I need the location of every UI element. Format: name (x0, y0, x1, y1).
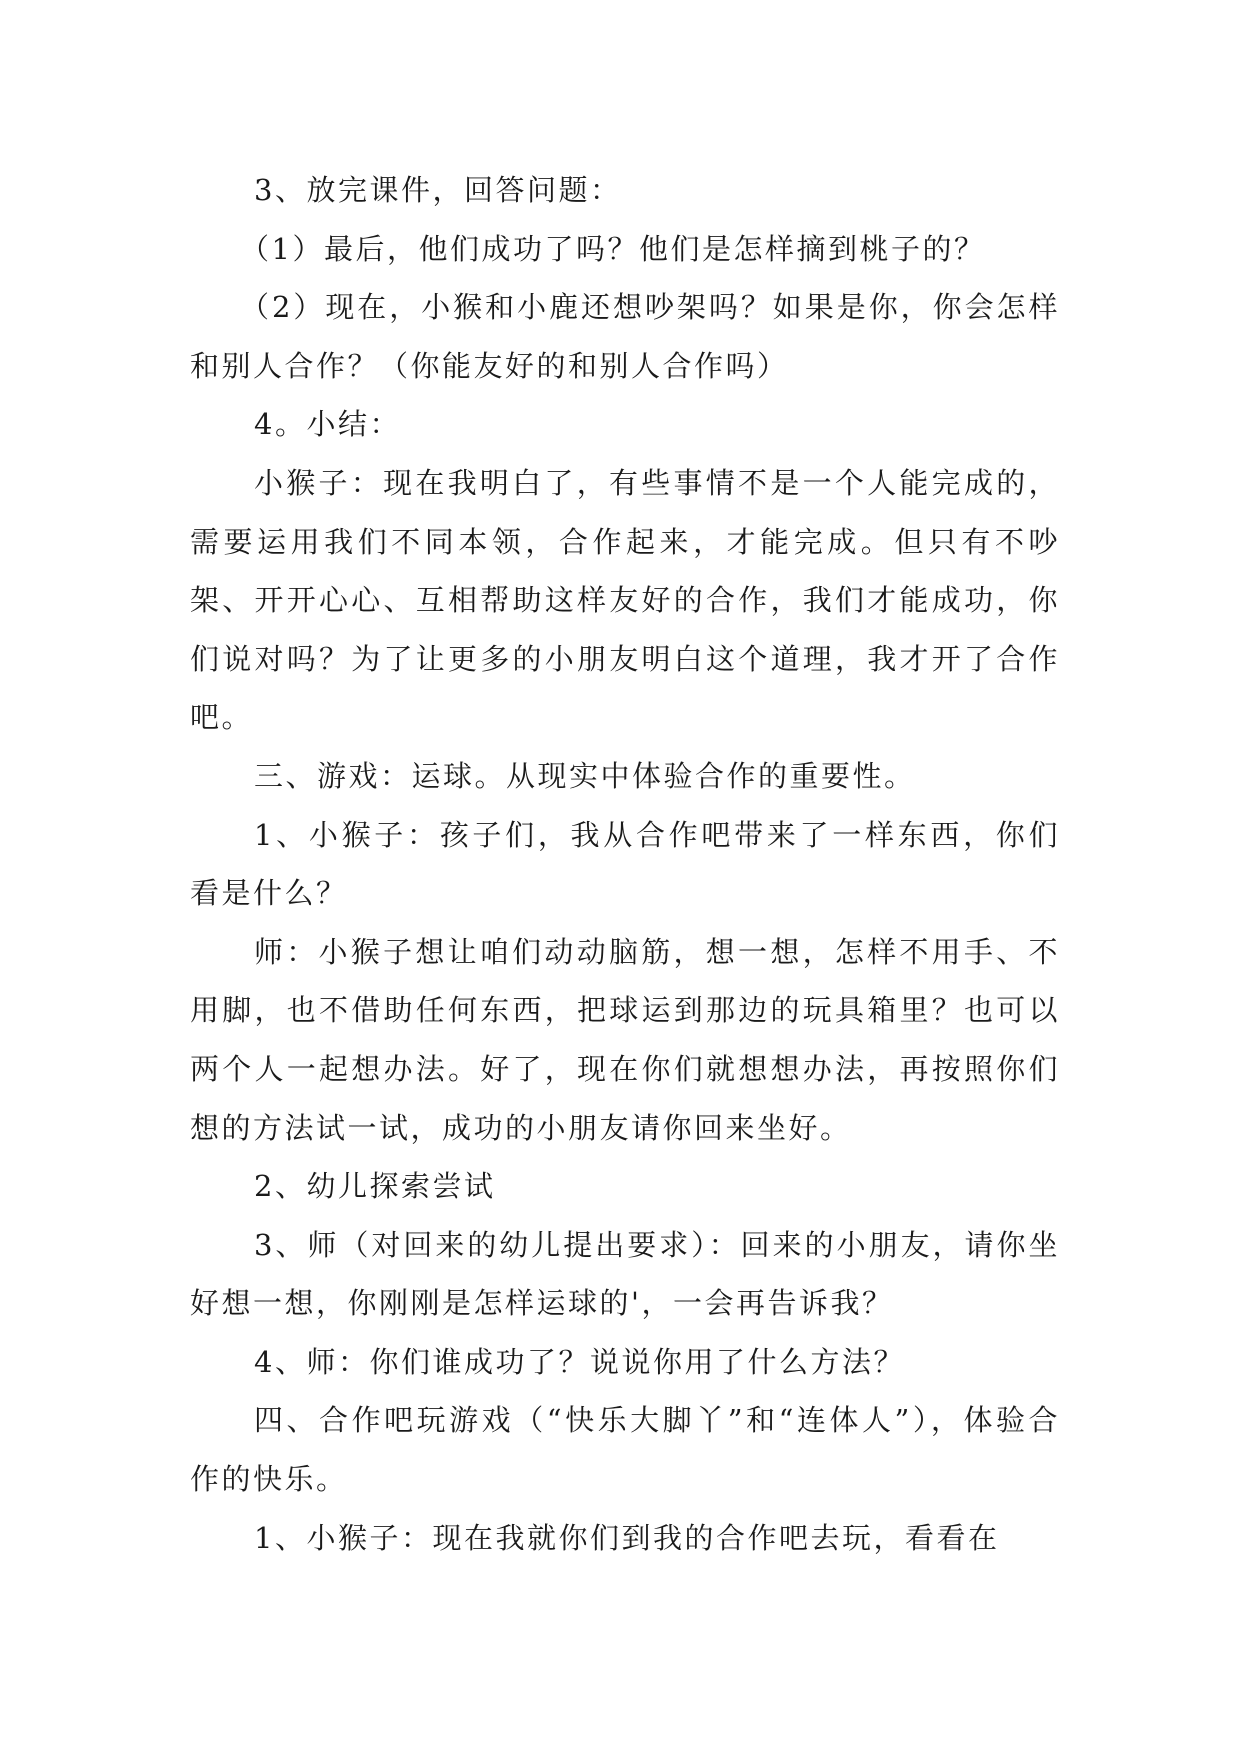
paragraph-section-3-step-4: 4、师：你们谁成功了？说说你用了什么方法？ (254, 1344, 905, 1379)
paragraph-step-3: 3、放完课件，回答问题： (254, 173, 622, 207)
document-body (190, 161, 1060, 1567)
paragraph-question-1: （1）最后，他们成功了吗？他们是怎样摘到桃子的？ (240, 231, 986, 266)
paragraph-section-3-heading: 三、游戏：运球。从现实中体验合作的重要性。 (254, 758, 916, 793)
paragraph-section-3-step-2: 2、幼儿探索尝试 (254, 1169, 496, 1204)
paragraph-question-2: （2）现在，小猴和小鹿还想吵架吗？如果是你，你会怎样和别人合作？（你能友好的和别人合作吗） (190, 290, 1060, 383)
paragraph-section-4-heading: 四、合作吧玩游戏（“快乐大脚丫”和“连体人”），体验合作的快乐。 (190, 1403, 1060, 1497)
paragraph-section-3-step-1: 1、小猴子：孩子们，我从合作吧带来了一样东西，你们看是什么？ (190, 817, 1060, 911)
paragraph-step-4-summary: 4。小结： (254, 407, 401, 442)
paragraph-section-3-step-3: 3、师（对回来的幼儿提出要求）：回来的小朋友，请你坐好想一想，你刚刚是怎样运球的'，一会再告诉我？ (190, 1227, 1060, 1321)
paragraph-section-4-step-1: 1、小猴子：现在我就你们到我的合作吧去玩，看看在 (254, 1520, 1000, 1555)
paragraph-teacher-instruction: 师：小猴子想让咱们动动脑筋，想一想，怎样不用手、不用脚，也不借助任何东西，把球运到那边的玩具箱里？也可以两个人一起想办法。好了，现在你们就想想办法，再按照你们想的方法试一试，成功的小朋友请你回来坐好。 (190, 934, 1060, 1145)
paragraph-monkey-summary: 小猴子：现在我明白了，有些事情不是一个人能完成的，需要运用我们不同本领，合作起来，才能完成。但只有不吵架、开开心心、互相帮助这样友好的合作，我们才能成功，你们说对吗？为了让更多的小朋友明白这个道理，我才开了合作吧。 (190, 465, 1060, 735)
